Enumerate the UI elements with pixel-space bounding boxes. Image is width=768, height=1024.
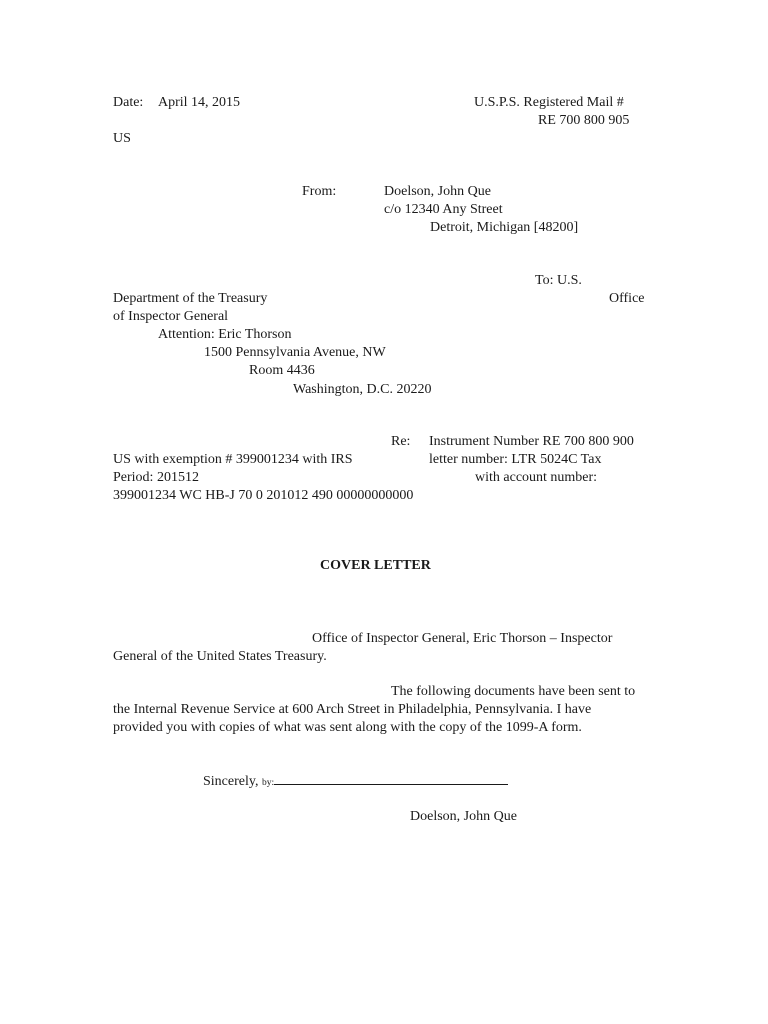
to-attention: Attention: Eric Thorson bbox=[158, 327, 292, 342]
by-label: by: bbox=[261, 778, 275, 788]
body-line-1: The following documents have been sent to bbox=[391, 684, 636, 699]
signature-line bbox=[274, 772, 508, 785]
to-line-1-right: Office bbox=[609, 291, 645, 306]
re-label: Re: bbox=[391, 434, 411, 449]
closing-line bbox=[203, 772, 508, 792]
mail-line-2: RE 700 800 905 bbox=[538, 113, 630, 128]
from-label: From: bbox=[302, 184, 337, 199]
to-label: To: U.S. bbox=[535, 273, 582, 288]
date-value: April 14, 2015 bbox=[158, 95, 241, 110]
re-line-3-left: Period: 201512 bbox=[113, 470, 199, 485]
to-room: Room 4436 bbox=[249, 363, 315, 378]
from-name: Doelson, John Que bbox=[384, 184, 491, 199]
re-line-1: Instrument Number RE 700 800 900 bbox=[429, 434, 634, 449]
sincerely-text: Sincerely, bbox=[203, 774, 259, 789]
salutation-line-2: General of the United States Treasury. bbox=[113, 649, 327, 664]
document-title: COVER LETTER bbox=[320, 558, 431, 573]
mail-line-1: U.S.P.S. Registered Mail # bbox=[474, 95, 624, 110]
to-line-2: of Inspector General bbox=[113, 309, 229, 324]
mail-line-3: US bbox=[113, 131, 131, 146]
to-street: 1500 Pennsylvania Avenue, NW bbox=[204, 345, 386, 360]
re-line-2-left: US with exemption # 399001234 with IRS bbox=[113, 452, 353, 467]
signer-name: Doelson, John Que bbox=[410, 809, 517, 824]
from-address-2: Detroit, Michigan [48200] bbox=[430, 220, 579, 235]
re-line-2-right: letter number: LTR 5024C Tax bbox=[429, 452, 602, 467]
salutation-line-1: Office of Inspector General, Eric Thorson – Inspector bbox=[312, 631, 613, 646]
re-line-4: 399001234 WC HB-J 70 0 201012 490 00000000000 bbox=[113, 488, 414, 503]
re-line-3-right: with account number: bbox=[475, 470, 598, 485]
body-line-2: the Internal Revenue Service at 600 Arch Street in Philadelphia, Pennsylvania. I have bbox=[113, 702, 592, 717]
from-address-1: c/o 12340 Any Street bbox=[384, 202, 503, 217]
body-line-3: provided you with copies of what was sent along with the copy of the 1099-A form. bbox=[113, 720, 582, 735]
to-line-1-left: Department of the Treasury bbox=[113, 291, 268, 306]
date-label: Date: bbox=[113, 95, 144, 110]
to-city: Washington, D.C. 20220 bbox=[293, 382, 432, 397]
